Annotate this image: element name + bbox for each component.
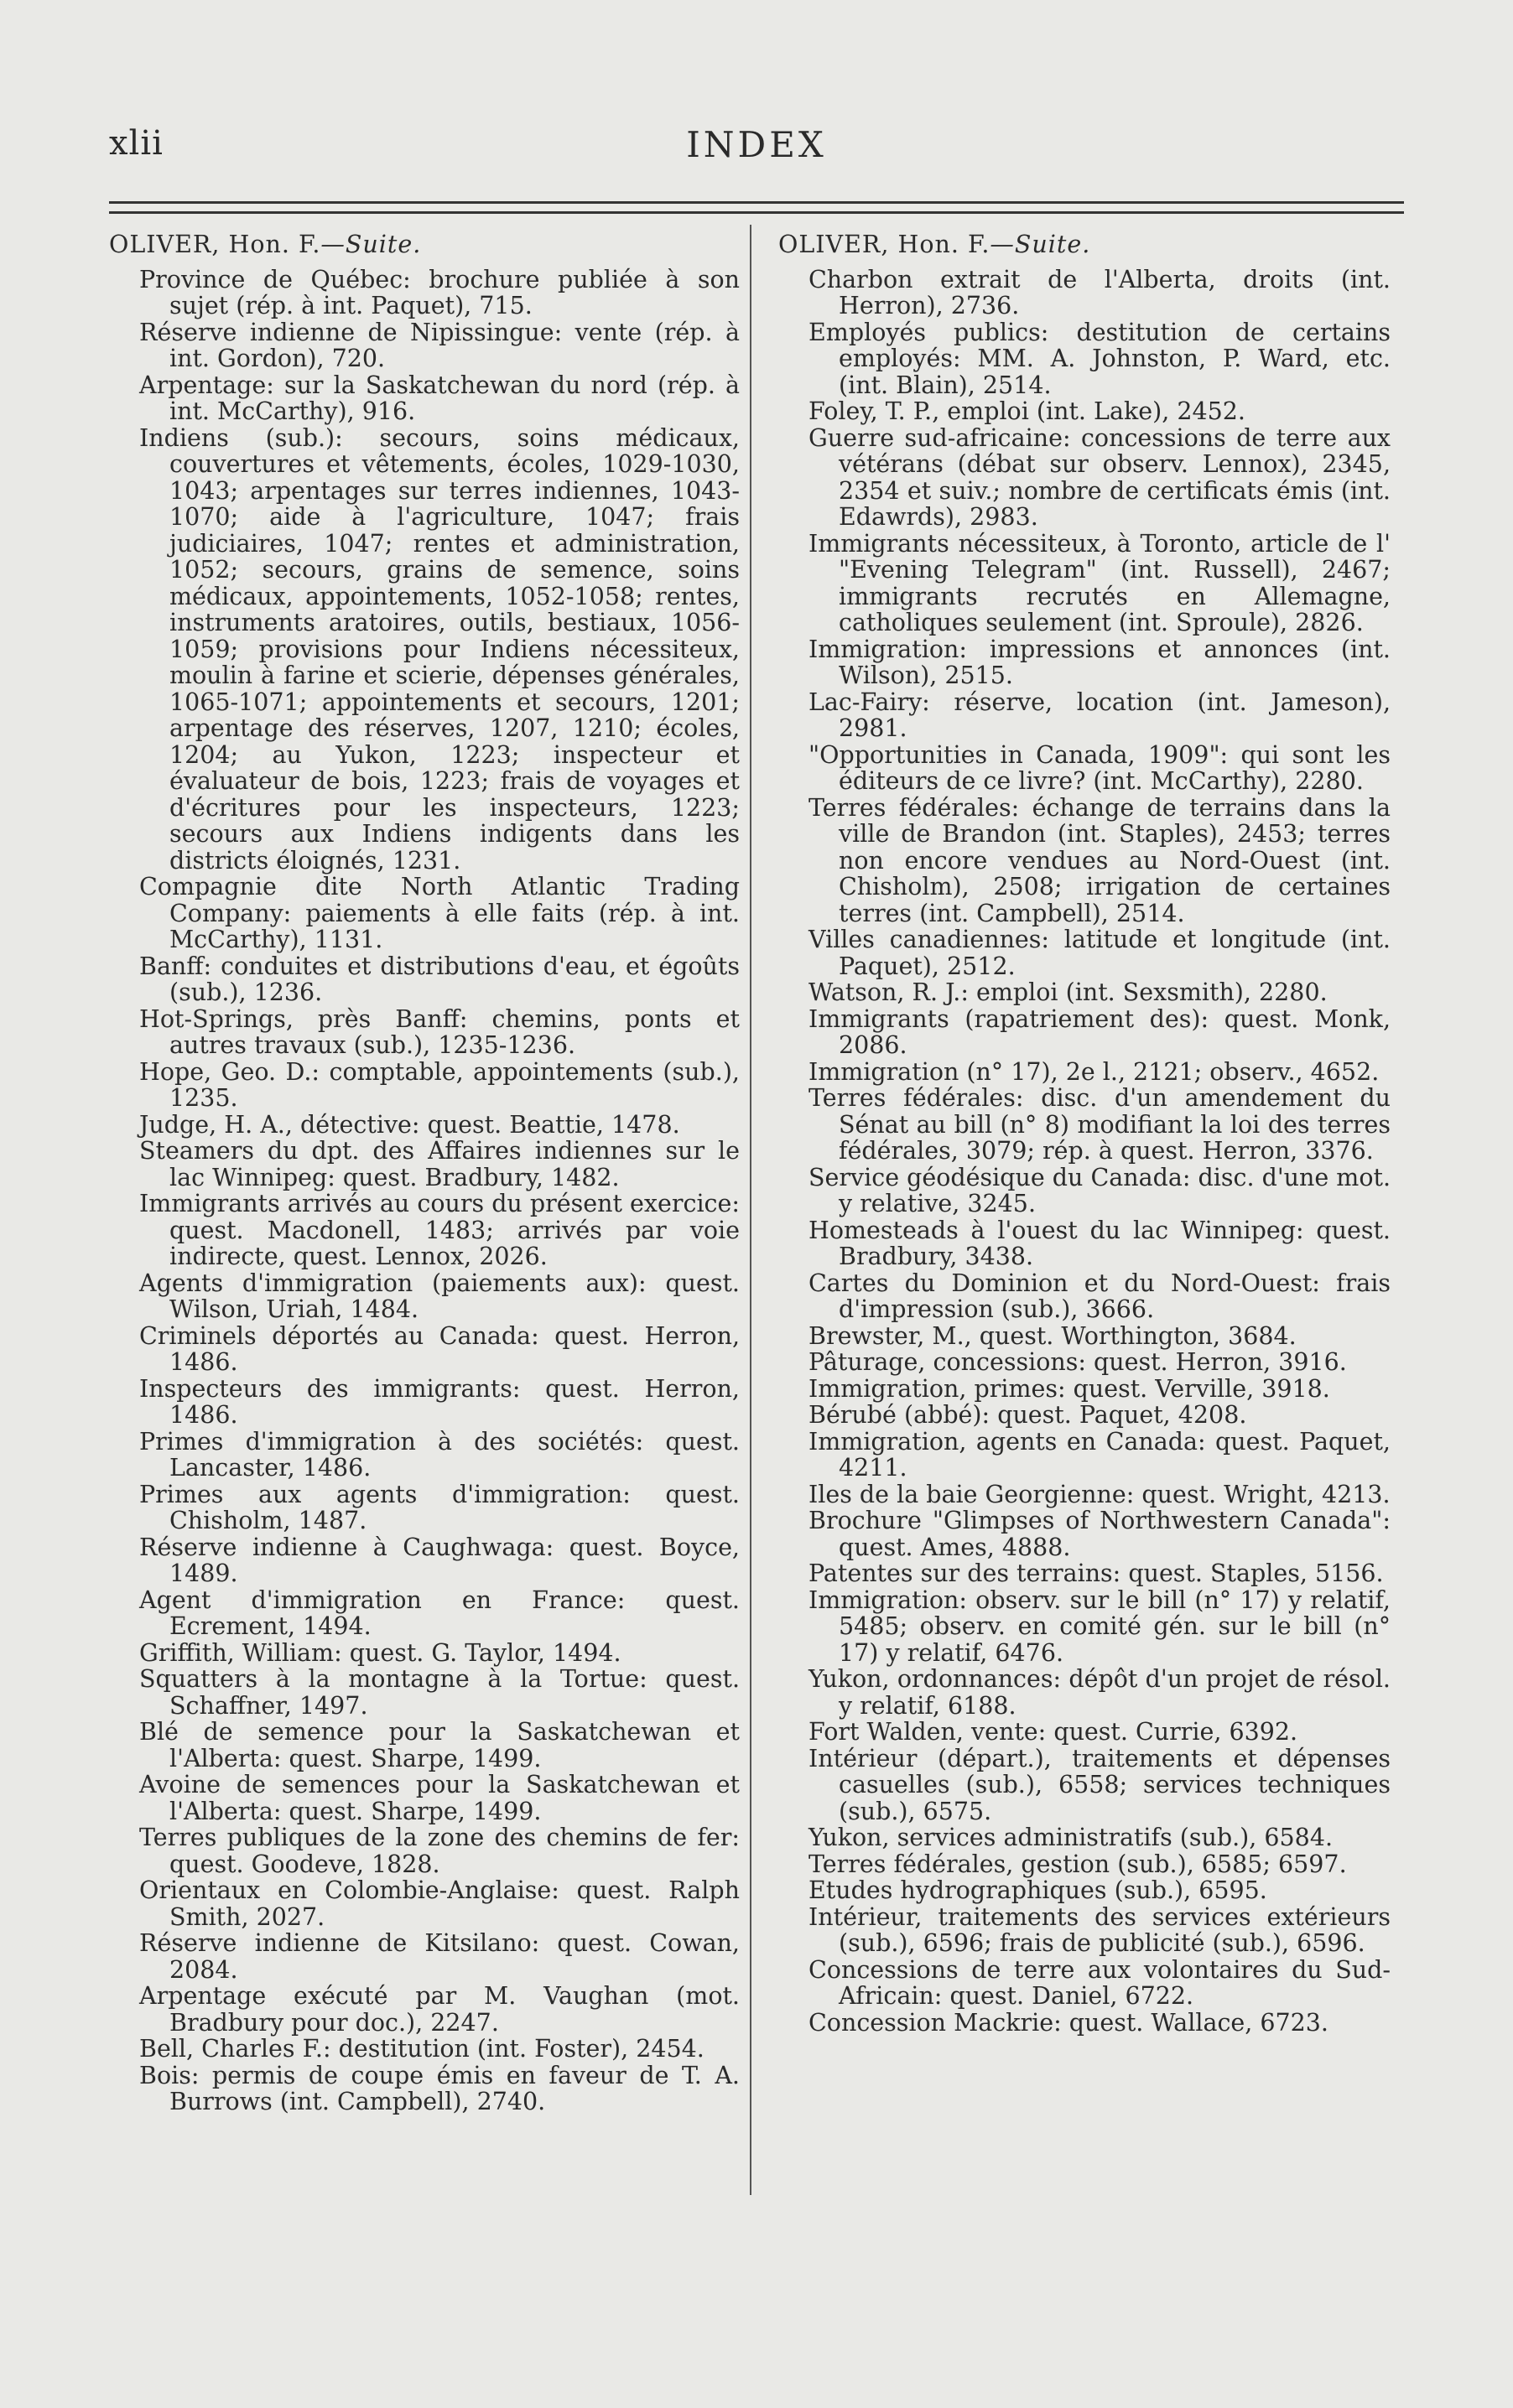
index-entry: Immigration (n° 17), 2e l., 2121; observ., 4652. <box>808 1057 1380 1086</box>
index-entry: Compagnie dite North Atlantic Trading Company: paiements à elle faits (rép. à int. McCarthy), 1131. <box>139 873 740 953</box>
left-entries <box>109 267 740 2115</box>
index-entry: "Opportunities in Canada, 1909": qui sont les éditeurs de ce livre? (int. McCarthy), 2280. <box>808 740 1391 795</box>
index-entry: Steamers du dpt. des Affaires indiennes sur le lac Winnipeg: quest. Bradbury, 1482. <box>139 1137 740 1191</box>
index-entry: Inspecteurs des immigrants: quest. Herron, 1486. <box>139 1374 740 1429</box>
index-entry: Arpentage: sur la Saskatchewan du nord (rép. à int. McCarthy), 916. <box>139 371 740 425</box>
index-entry: Bérubé (abbé): quest. Paquet, 4208. <box>808 1401 1247 1429</box>
index-entry: Brochure "Glimpses of Northwestern Canada": quest. Ames, 4888. <box>808 1507 1391 1561</box>
header-rule-top <box>109 201 1404 204</box>
index-entry: Griffith, William: quest. G. Taylor, 1494. <box>139 1638 621 1667</box>
index-entry: Indiens (sub.): secours, soins médicaux, couvertures et vêtements, écoles, 1029-1030, 1043; arpentages sur terres indiennes, 1043-1070; aide à l'agriculture, 1047; frais judiciaires, 1047; rentes et administration, 1052; secours, grains de semence, soins médicaux, appointements, 1052-1058; rentes, instruments aratoires, outils, bestiaux, 1056-1059; provisions pour Indiens nécessiteux, moulin à farine et scierie, dépenses générales, 1065-1071; appointements et secours, 1201; arpentage des réserves, 1207, 1210; écoles, 1204; au Yukon, 1223; inspecteur et évaluateur de bois, 1223; frais de voyages et d'écritures pour les inspecteurs, 1223; secours aux Indiens indigents dans les districts éloignés, 1231. <box>139 423 740 874</box>
index-entry: Etudes hydrographiques (sub.), 6595. <box>808 1876 1267 1904</box>
index-entry: Immigration, primes: quest. Verville, 3918. <box>808 1374 1330 1403</box>
index-entry: Province de Québec: brochure publiée à son sujet (rép. à int. Paquet), 715. <box>139 265 740 319</box>
right-column-heading <box>778 231 1391 258</box>
index-entry: Réserve indienne de Nipissingue: vente (rép. à int. Gordon), 720. <box>139 318 740 372</box>
index-entry: Agents d'immigration (paiements aux): quest. Wilson, Uriah, 1484. <box>139 1269 740 1323</box>
index-entry: Yukon, ordonnances: dépôt d'un projet de résol. y relatif, 6188. <box>808 1665 1391 1720</box>
index-entry: Pâturage, concessions: quest. Herron, 3916. <box>808 1348 1347 1376</box>
left-column <box>109 228 740 2115</box>
page-header <box>109 124 1404 174</box>
index-entry: Foley, T. P., emploi (int. Lake), 2452. <box>808 397 1245 425</box>
index-entry: Terres fédérales, gestion (sub.), 6585; 6597. <box>808 1850 1347 1878</box>
index-entry: Employés publics: destitution de certains employés: MM. A. Johnston, P. Ward, etc. (int. Blain), 2514. <box>808 318 1391 399</box>
index-entry: Squatters à la montagne à la Tortue: quest. Schaffner, 1497. <box>139 1665 740 1720</box>
index-entry: Cartes du Dominion et du Nord-Ouest: frais d'impression (sub.), 3666. <box>808 1269 1391 1323</box>
left-column-heading <box>109 231 740 258</box>
index-entry: Terres fédérales: échange de terrains dans la ville de Brandon (int. Staples), 2453; terres non encore vendues au Nord-Ouest (int. Chisholm), 2508; irrigation de certaines terres (int. Campbell), 2514. <box>808 793 1391 927</box>
index-entry: Bois: permis de coupe émis en faveur de T. A. Burrows (int. Campbell), 2740. <box>139 2061 740 2115</box>
right-entries <box>778 267 1391 2037</box>
index-entry: Hope, Geo. D.: comptable, appointements (sub.), 1235. <box>139 1057 740 1112</box>
index-entry: Watson, R. J.: emploi (int. Sexsmith), 2280. <box>808 978 1328 1006</box>
index-entry: Patentes sur des terrains: quest. Staples, 5156. <box>808 1559 1384 1587</box>
index-entry: Villes canadiennes: latitude et longitude (int. Paquet), 2512. <box>808 926 1391 980</box>
index-entry: Guerre sud-africaine: concessions de terre aux vétérans (débat sur observ. Lennox), 2345, 2354 et suiv.; nombre de certificats émis (int. Edawrds), 2983. <box>808 423 1391 531</box>
index-entry: Yukon, services administratifs (sub.), 6584. <box>808 1824 1334 1851</box>
index-entry: Intérieur (départ.), traitements et dépenses casuelles (sub.), 6558; services techniques (sub.), 6575. <box>808 1744 1391 1825</box>
index-entry: Terres fédérales: disc. d'un amendement du Sénat au bill (n° 8) modifiant la loi des terres fédérales, 3079; rép. à quest. Herron, 3376. <box>808 1084 1391 1165</box>
index-entry: Primes d'immigration à des sociétés: quest. Lancaster, 1486. <box>139 1427 740 1482</box>
page-number: xlii <box>109 124 164 163</box>
index-entry: Concession Mackrie: quest. Wallace, 6723. <box>808 2008 1328 2037</box>
index-entry: Réserve indienne de Kitsilano: quest. Cowan, 2084. <box>139 1929 740 1984</box>
right-heading-suffix: —Suite. <box>990 231 1091 258</box>
index-entry: Criminels déportés au Canada: quest. Herron, 1486. <box>139 1321 740 1376</box>
index-entry: Intérieur, traitements des services extérieurs (sub.), 6596; frais de publicité (sub.), 6596. <box>808 1902 1391 1957</box>
header-rule-bottom <box>109 211 1404 214</box>
left-heading-name: OLIVER, Hon. F. <box>109 231 321 258</box>
index-entry: Homesteads à l'ouest du lac Winnipeg: quest. Bradbury, 3438. <box>808 1216 1391 1270</box>
index-entry: Lac-Fairy: réserve, location (int. Jameson), 2981. <box>808 688 1391 742</box>
index-entry: Arpentage exécuté par M. Vaughan (mot. Bradbury pour doc.), 2247. <box>139 1982 740 2037</box>
index-entry: Immigration, agents en Canada: quest. Paquet, 4211. <box>808 1427 1391 1482</box>
index-entry: Judge, H. A., détective: quest. Beattie, 1478. <box>139 1110 680 1139</box>
index-entry: Avoine de semences pour la Saskatchewan et l'Alberta: quest. Sharpe, 1499. <box>139 1771 740 1825</box>
index-entry: Charbon extrait de l'Alberta, droits (int. Herron), 2736. <box>808 265 1391 319</box>
index-entry: Primes aux agents d'immigration: quest. Chisholm, 1487. <box>139 1480 740 1534</box>
index-entry: Brewster, M., quest. Worthington, 3684. <box>808 1321 1297 1350</box>
right-heading-name: OLIVER, Hon. F. <box>778 231 990 258</box>
left-heading-suffix: —Suite. <box>320 231 422 258</box>
index-entry: Terres publiques de la zone des chemins de fer: quest. Goodeve, 1828. <box>139 1824 740 1878</box>
index-entry: Immigrants arrivés au cours du présent exercice: quest. Macdonell, 1483; arrivés par voie indirecte, quest. Lennox, 2026. <box>139 1190 740 1270</box>
index-entry: Iles de la baie Georgienne: quest. Wright, 4213. <box>808 1480 1391 1508</box>
index-entry: Immigration: impressions et annonces (int. Wilson), 2515. <box>808 635 1391 689</box>
index-entry: Immigrants (rapatriement des): quest. Monk, 2086. <box>808 1004 1391 1059</box>
running-title: INDEX <box>686 124 827 165</box>
index-entry: Bell, Charles F.: destitution (int. Foster), 2454. <box>139 2035 705 2063</box>
index-entry: Concessions de terre aux volontaires du Sud-Africain: quest. Daniel, 6722. <box>808 1955 1391 2010</box>
index-entry: Service géodésique du Canada: disc. d'une mot. y relative, 3245. <box>808 1163 1391 1217</box>
index-entry: Orientaux en Colombie-Anglaise: quest. Ralph Smith, 2027. <box>139 1876 740 1931</box>
index-entry: Réserve indienne à Caughwaga: quest. Boyce, 1489. <box>139 1533 740 1587</box>
index-entry: Agent d'immigration en France: quest. Ecrement, 1494. <box>139 1585 740 1640</box>
index-entry: Immigration: observ. sur le bill (n° 17) y relatif, 5485; observ. en comité gén. sur le bill (n° 17) y relatif, 6476. <box>808 1585 1391 1667</box>
index-entry: Immigrants nécessiteux, à Toronto, article de l' "Evening Telegram" (int. Russell), 2467; immigrants recrutés en Allemagne, catholiques seulement (int. Sproule), 2826. <box>808 529 1391 636</box>
column-divider <box>750 225 751 2195</box>
right-column <box>778 228 1391 2036</box>
index-entry: Hot-Springs, près Banff: chemins, ponts et autres travaux (sub.), 1235-1236. <box>139 1004 740 1059</box>
index-entry: Fort Walden, vente: quest. Currie, 6392. <box>808 1718 1298 1746</box>
index-entry: Blé de semence pour la Saskatchewan et l'Alberta: quest. Sharpe, 1499. <box>139 1718 740 1772</box>
index-entry: Banff: conduites et distributions d'eau, et égoûts (sub.), 1236. <box>139 952 740 1006</box>
